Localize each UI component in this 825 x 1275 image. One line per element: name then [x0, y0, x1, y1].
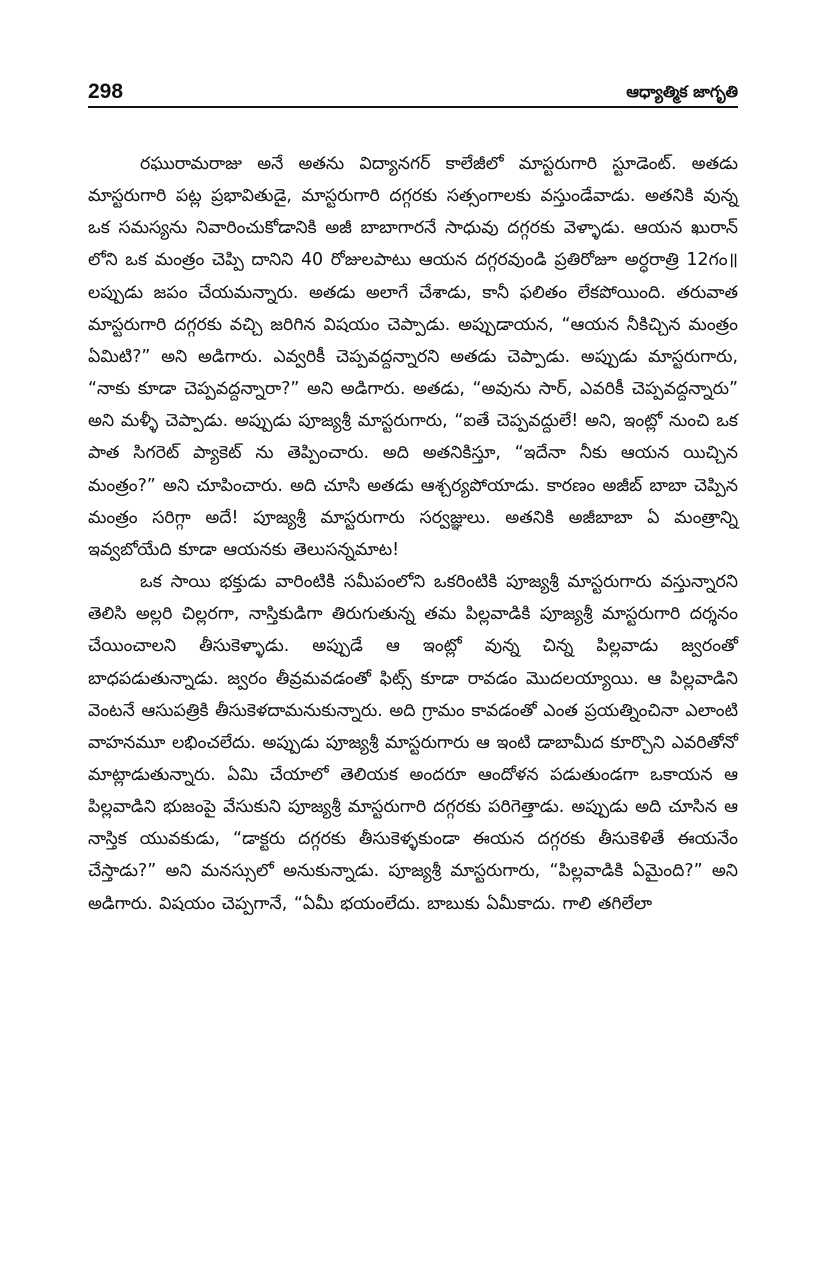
paragraph-2: ఒక సాయి భక్తుడు వారింటికి సమీపంలోని ఒకరింటికి పూజ్యశ్రీ మాస్టరుగారు వస్తున్నారని తెలిసి అల్లరి చిల్లరగా, నాస్తికుడిగా తిరుగుతున్న తమ పిల్లవాడికి పూజ్యశ్రీ మాస్టరుగారి దర్శనం చేయించాలని తీసుకెళ్ళాడు. అప్పుడే ఆ ఇంట్లో వున్న చిన్న పిల్లవాడు జ్వరంతో బాధపడుతున్నాడు. జ్వరం తీవ్రమవడంతో ఫిట్స్ కూడా రావడం మొదలయ్యాయి. ఆ పిల్లవాడిని వెంటనే ఆసుపత్రికి తీసుకెళదామనుకున్నారు. అది గ్రామం కావడంతో ఎంత ప్రయత్నించినా ఎలాంటి వాహనమూ లభించలేదు. అప్పుడు పూజ్యశ్రీ మాస్టరుగారు ఆ ఇంటి డాబామీద కూర్చొని ఎవరితోనో మాట్లాడుతున్నారు. ఏమి చేయాలో తెలియక అందరూ ఆందోళన పడుతుండగా ఒకాయన ఆ పిల్లవాడిని భుజంపై వేసుకుని పూజ్యశ్రీ మాస్టరుగారి దగ్గరకు పరిగెత్తాడు. అప్పుడు అది చూసిన ఆ నాస్తిక యువకుడు, “డాక్టరు దగ్గరకు తీసుకెళ్ళకుండా ఈయన దగ్గరకు తీసుకెళితే ఈయనేం చేస్తాడు?” అని మనస్సులో అనుకున్నాడు. పూజ్యశ్రీ మాస్టరుగారు, “పిల్లవాడికి ఏమైంది?” అని అడిగారు. విషయం చెప్పగానే, “ఏమీ భయంలేదు. బాబుకు ఏమీకాదు. గాలి తగిలేలా [88, 572, 738, 914]
header-rule [88, 106, 738, 108]
body-text [88, 148, 738, 920]
paragraph-1: రఘురామరాజు అనే అతను విద్యానగర్ కాలేజీలో మాస్టరుగారి స్టూడెంట్. అతడు మాస్టరుగారి పట్ల ప్రభావితుడై, మాస్టరుగారి దగ్గరకు సత్సంగాలకు వస్తుండేవాడు. అతనికి వున్న ఒక సమస్యను నివారించుకోడానికి అజీ బాబాగారనే సాధువు దగ్గరకు వెళ్ళాడు. ఆయన ఖురాన్ లోని ఒక మంత్రం చెప్పి దానిని 40 రోజులపాటు ఆయన దగ్గరవుండి ప్రతిరోజూ అర్ధరాత్రి 12గం॥లప్పుడు జపం చేయమన్నారు. అతడు అలాగే చేశాడు, కానీ ఫలితం లేకపోయింది. తరువాత మాస్టరుగారి దగ్గరకు వచ్చి జరిగిన విషయం చెప్పాడు. అప్పుడాయన, “ఆయన నీకిచ్చిన మంత్రం ఏమిటి?” అని అడిగారు. ఎవ్వరికీ చెప్పవద్దన్నారని అతడు చెప్పాడు. అప్పుడు మాస్టరుగారు, “నాకు కూడా చెప్పవద్దన్నారా?” అని అడిగారు. అతడు, “అవును సార్, ఎవరికీ చెప్పవద్దన్నారు” అని మళ్ళీ చెప్పాడు. అప్పుడు పూజ్యశ్రీ మాస్టరుగారు, “ఐతే చెప్పవద్దులే! అని, ఇంట్లో నుంచి ఒక పాత సిగరెట్ ప్యాకెట్ ను తెప్పించారు. అది అతనికిస్తూ, “ఇదేనా నీకు ఆయన యిచ్చిన మంత్రం?” అని చూపించారు. అది చూసి అతడు ఆశ్చర్యపోయాడు. కారణం అజీబ్ బాబా చెప్పిన మంత్రం సరిగ్గా అదే! పూజ్యశ్రీ మాస్టరుగారు సర్వజ్ఞులు. అతనికి అజీబాబా ఏ మంత్రాన్ని ఇవ్వబోయేది కూడా ఆయనకు తెలుసన్నమాట! [88, 154, 738, 560]
page-header [88, 76, 738, 106]
running-title: ఆధ్యాత్మిక జాగృతి [626, 82, 738, 101]
page-number: 298 [88, 80, 124, 103]
